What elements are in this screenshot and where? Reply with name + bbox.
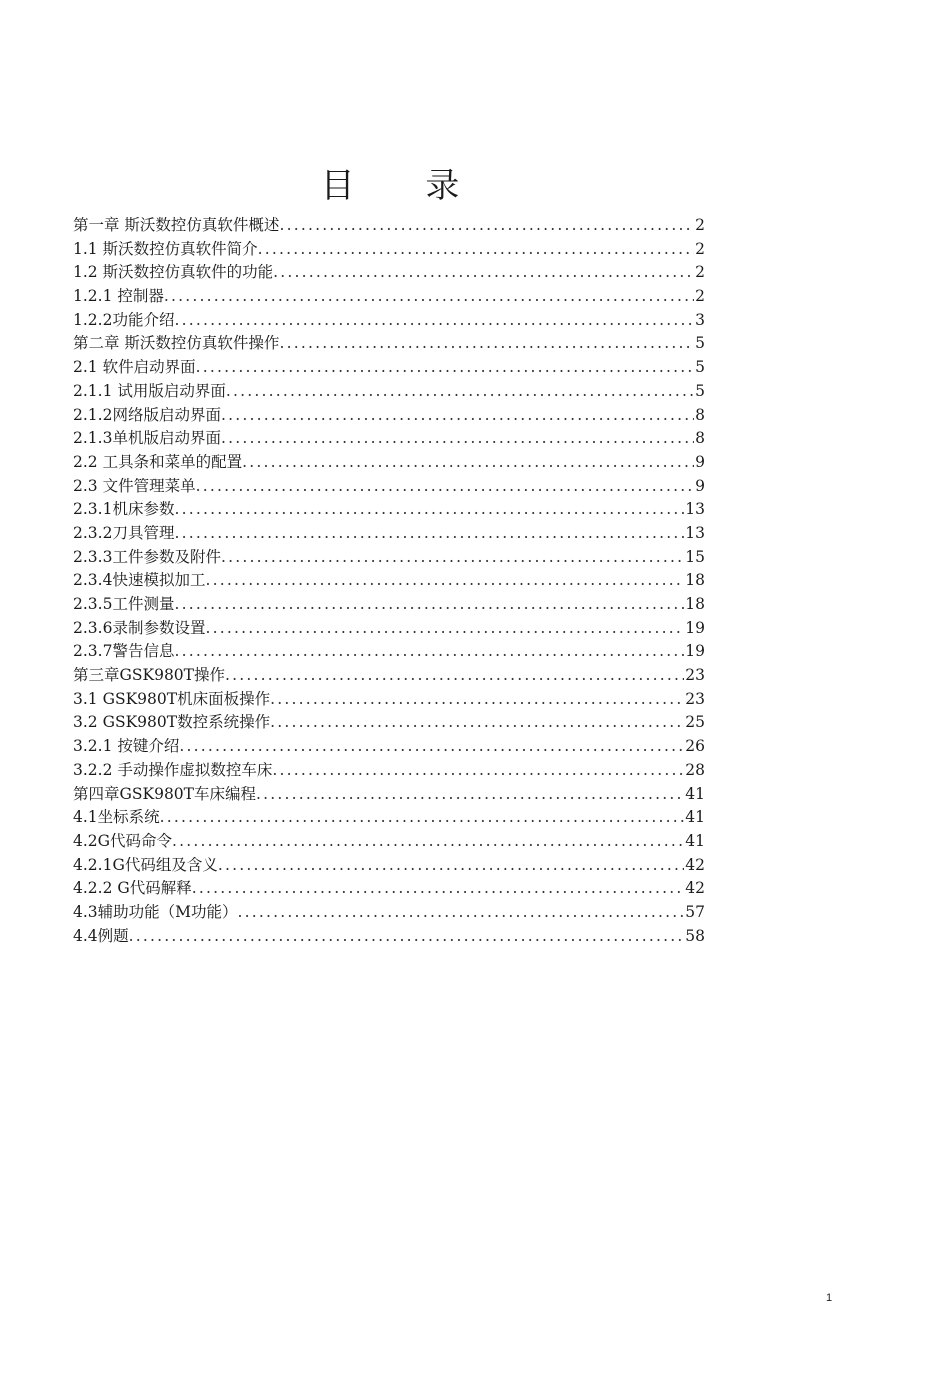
toc-entry-label: 4.2G代码命令	[73, 831, 173, 850]
toc-dot-leader	[179, 735, 684, 759]
toc-entry[interactable]	[73, 688, 705, 712]
toc-entry-label: 3.2.2 手动操作虚拟数控车床	[73, 760, 273, 779]
toc-dot-leader	[225, 664, 684, 688]
toc-entry-page: 5	[695, 334, 705, 353]
toc-entry-page: 42	[685, 879, 705, 898]
toc-dot-leader	[238, 901, 685, 925]
toc-dot-leader	[192, 877, 685, 901]
toc-entry-label: 2.1.1 试用版启动界面	[73, 381, 226, 400]
toc-entry[interactable]	[73, 901, 705, 925]
toc-entry-page: 2	[695, 239, 705, 258]
toc-dot-leader	[174, 593, 684, 617]
toc-entry-page: 26	[685, 737, 705, 756]
toc-entry-label: 2.3.6录制参数设置	[73, 618, 206, 637]
toc-entry-label: 4.4例题	[73, 926, 129, 945]
toc-dot-leader	[272, 759, 684, 783]
toc-dot-leader	[172, 830, 684, 854]
toc-entry-page: 13	[685, 523, 705, 542]
toc-entry[interactable]	[73, 285, 705, 309]
toc-entry[interactable]	[73, 664, 705, 688]
toc-entry-page: 41	[685, 808, 705, 827]
toc-entry-page: 19	[685, 642, 705, 661]
toc-entry-page: 5	[695, 358, 705, 377]
toc-entry-label: 4.1坐标系统	[73, 808, 160, 827]
toc-entry-label: 2.1.3单机版启动界面	[73, 429, 221, 448]
toc-dot-leader	[242, 451, 694, 475]
toc-entry-label: 4.2.2 G代码解释	[73, 879, 192, 898]
toc-dot-leader	[129, 925, 685, 949]
toc-entry-label: 2.3.1机床参数	[73, 500, 175, 519]
toc-entry-page: 18	[685, 595, 705, 613]
toc-entry-label: 2.3.2刀具管理	[73, 523, 175, 542]
toc-entry-label: 1.2 斯沃数控仿真软件的功能	[73, 263, 274, 282]
toc-entry-page: 41	[685, 784, 705, 803]
toc-dot-leader	[196, 356, 695, 380]
toc-dot-leader	[273, 261, 694, 285]
page-number: 1	[826, 1292, 833, 1304]
toc-dot-leader	[174, 498, 684, 522]
toc-entry-label: 2.3.7警告信息	[73, 642, 175, 661]
toc-entry-label: 3.2 GSK980T数控系统操作	[73, 713, 271, 732]
toc-entry-label: 2.1.2网络版启动界面	[73, 405, 221, 424]
toc-entry[interactable]	[73, 498, 705, 522]
toc-dot-leader	[270, 711, 684, 735]
toc-entry-page: 58	[685, 926, 705, 945]
toc-entry-page: 41	[685, 831, 705, 850]
toc-dot-leader	[270, 688, 684, 712]
toc-entry[interactable]	[73, 711, 705, 735]
toc-entry-page: 9	[695, 452, 705, 471]
toc-dot-leader	[174, 522, 684, 546]
toc-entry-page: 28	[685, 760, 705, 779]
toc-entry-label: 第一章 斯沃数控仿真软件概述	[73, 216, 280, 234]
toc-dot-leader	[218, 854, 684, 878]
toc-entry[interactable]	[73, 569, 705, 593]
toc-entry[interactable]	[73, 427, 705, 451]
toc-entry-page: 42	[685, 855, 705, 874]
toc-entry-page: 13	[685, 500, 705, 519]
toc-dot-leader	[279, 214, 694, 238]
toc-entry[interactable]	[73, 925, 705, 949]
toc-list	[73, 214, 705, 948]
toc-entry[interactable]	[73, 451, 705, 475]
toc-entry-label: 2.3.4快速模拟加工	[73, 571, 206, 590]
toc-title: 目 录	[320, 166, 490, 206]
toc-dot-leader	[205, 617, 684, 641]
toc-entry[interactable]	[73, 380, 705, 404]
toc-entry[interactable]	[73, 830, 705, 854]
toc-entry[interactable]	[73, 522, 705, 546]
toc-entry-page: 9	[695, 476, 705, 495]
toc-entry-label: 4.2.1G代码组及含义	[73, 855, 218, 874]
toc-dot-leader	[196, 475, 695, 499]
toc-entry[interactable]	[73, 806, 705, 830]
toc-dot-leader	[256, 783, 684, 807]
toc-entry-label: 2.1 软件启动界面	[73, 358, 196, 377]
toc-dot-leader	[258, 238, 695, 262]
toc-entry-page: 3	[695, 310, 705, 329]
toc-entry-label: 1.2.2功能介绍	[73, 310, 175, 329]
toc-dot-leader	[160, 806, 685, 830]
toc-entry-page: 25	[685, 713, 705, 732]
toc-entry-page: 23	[685, 689, 705, 708]
toc-entry-label: 3.2.1 按键介绍	[73, 737, 180, 756]
toc-dot-leader	[174, 640, 684, 664]
toc-dot-leader	[221, 427, 694, 451]
toc-entry[interactable]	[73, 854, 705, 878]
toc-entry-page: 5	[695, 381, 705, 400]
toc-entry[interactable]	[73, 783, 705, 807]
toc-dot-leader	[174, 309, 694, 333]
toc-dot-leader	[221, 546, 684, 570]
toc-entry-label: 3.1 GSK980T机床面板操作	[73, 689, 271, 708]
toc-dot-leader	[205, 569, 684, 593]
toc-entry[interactable]	[73, 593, 705, 617]
toc-entry[interactable]	[73, 309, 705, 333]
toc-entry[interactable]	[73, 238, 705, 262]
toc-entry[interactable]	[73, 214, 705, 238]
toc-entry-label: 第四章GSK980T车床编程	[73, 784, 257, 803]
toc-entry-label: 2.3.5工件测量	[73, 595, 175, 613]
toc-entry-page: 8	[695, 429, 705, 448]
toc-entry[interactable]	[73, 759, 705, 783]
toc-entry[interactable]	[73, 640, 705, 664]
toc-dot-leader	[279, 332, 694, 356]
toc-entry[interactable]	[73, 877, 705, 901]
toc-entry[interactable]	[73, 617, 705, 641]
toc-entry-label: 2.3.3工件参数及附件	[73, 547, 221, 566]
toc-dot-leader	[226, 380, 694, 404]
toc-entry-label: 4.3辅助功能（M功能）	[73, 902, 238, 921]
toc-entry[interactable]	[73, 475, 705, 499]
toc-entry-page: 15	[685, 547, 705, 566]
toc-entry-page: 2	[695, 287, 705, 306]
toc-entry-page: 18	[685, 571, 705, 590]
toc-entry-label: 第二章 斯沃数控仿真软件操作	[73, 334, 280, 353]
toc-entry-page: 8	[695, 405, 705, 424]
toc-entry[interactable]	[73, 261, 705, 285]
toc-entry[interactable]	[73, 546, 705, 570]
toc-dot-leader	[164, 285, 694, 309]
toc-entry-page: 19	[685, 618, 705, 637]
toc-entry[interactable]	[73, 404, 705, 428]
toc-entry-label: 1.2.1 控制器	[73, 287, 164, 306]
toc-entry-label: 1.1 斯沃数控仿真软件简介	[73, 239, 258, 258]
toc-entry-page: 2	[695, 216, 705, 234]
toc-dot-leader	[221, 404, 694, 428]
toc-entry-page: 23	[685, 666, 705, 685]
toc-entry[interactable]	[73, 332, 705, 356]
toc-entry[interactable]	[73, 735, 705, 759]
toc-entry-label: 2.3 文件管理菜单	[73, 476, 196, 495]
toc-entry-page: 57	[685, 902, 705, 921]
toc-entry-label: 第三章GSK980T操作	[73, 666, 226, 685]
toc-entry[interactable]	[73, 356, 705, 380]
toc-entry-page: 2	[695, 263, 705, 282]
toc-entry-label: 2.2 工具条和菜单的配置	[73, 452, 243, 471]
